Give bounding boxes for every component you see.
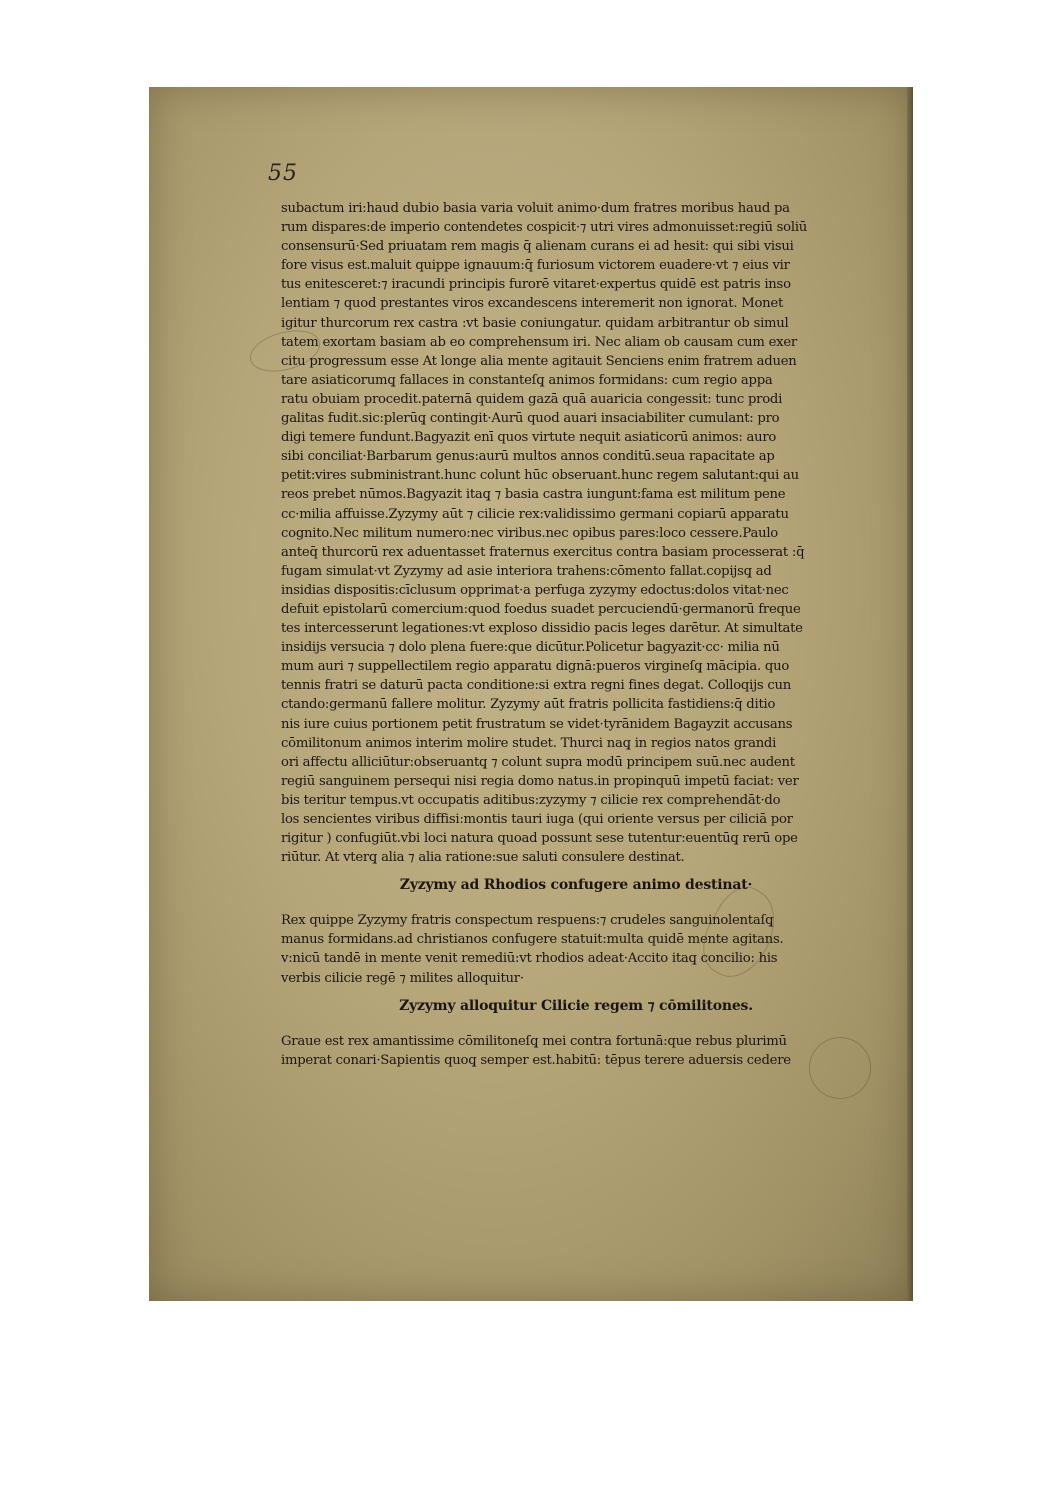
text-line: sibi conciliat·Barbarum genus:aurū multos annos conditū.seua rapacitate ap (281, 449, 775, 465)
text-line: cc·milia affuisse.Zyzymy aūt ⁊ cilicie rex:validissimo germani copiarū apparatu (281, 506, 789, 522)
text-line: insidijs versucia ⁊ dolo plena fuere:que dicūtur.Policetur bagyazit·cc· milia nū (281, 640, 780, 656)
text-line: petit:vires subministrant.hunc colunt hūc obseruant.hunc regem salutant:qui au (281, 468, 799, 484)
text-block (281, 199, 871, 1070)
text-line: tatem exortam basiam ab eo comprehensum iri. Nec aliam ob causam cum exer (281, 334, 797, 350)
text-line: defuit epistolarū comercium:quod foedus suadet percuciendū·germanorū freque (281, 601, 801, 617)
text-line: consensurū·Sed priuatam rem magis q̄ alienam curans ei ad hesit: qui sibi visui (281, 239, 794, 255)
paragraph-1 (281, 199, 871, 867)
text-line: fugam simulat·vt Zyzymy ad asie interiora trahens:cōmento fallat.copijsq̧ ad (281, 563, 772, 579)
text-line: rum dispares:de imperio contendetes cospicit·⁊ utri vires admonuisset:regiū soliū (281, 220, 808, 236)
text-line: galitas fudit.sic:plerūq̧ contingit·Aurū quod auari insaciabiliter cumulant: pro (281, 411, 780, 427)
manuscript-page (149, 87, 913, 1301)
text-line: fore visus est.maluit quippe ignauum:q̄ furiosum victorem euadere·vt ⁊ eius vir (281, 258, 790, 274)
text-line: ratu obuiam procedit.paternā quidem gazā quā auaricia congessit: tunc prodi (281, 391, 783, 407)
text-line: Rex quippe Zyzymy fratris conspectum respuens:⁊ crudeles sanguinolentaſq̧ (281, 913, 774, 929)
text-line: regiū sanguinem persequi nisi regia domo natus.in propinquū impetū faciat: ver (281, 773, 799, 789)
text-line: v:nicū tandē in mente venit remediū:vt rhodios adeat·Accito itaq̧ concilio: his (281, 951, 778, 967)
text-line: manus formidans.ad christianos confugere statuit:multa quidē mente agitans. (281, 932, 784, 948)
text-line: ori affectu alliciūtur:obseruantq̧ ⁊ colunt supra modū principem suū.nec audent (281, 754, 795, 770)
text-line: cognito.Nec militum numero:nec viribus.nec opibus pares:loco cessere.Paulo (281, 525, 778, 541)
text-line: rigitur ) confugiūt.vbi loci natura quoad possunt sese tutentur:euentūq̧ rerū ope (281, 831, 798, 847)
text-line: citu progressum esse At longe alia mente agitauit Senciens enim fratrem aduen (281, 353, 797, 369)
text-line: insidias dispositis:cīclusum opprimat·a perfuga zyzymy edoctus:dolos vitat·nec (281, 582, 789, 598)
text-line: digi temere fundunt.Bagyazit enī quos virtute nequit asiaticorū animos: auro (281, 430, 777, 446)
text-line: verbis cilicie regē ⁊ milites alloquitur· (281, 970, 524, 986)
text-line: cōmilitonum animos interim molire studet. Thurci naq̧ in regios natos grandi (281, 735, 777, 751)
text-line: mum auri ⁊ suppellectilem regio apparatu dignā:pueros virgineſq̧ mācipia. quo (281, 659, 790, 675)
folio-number: 55 (268, 161, 298, 186)
text-line: anteq̄ thurcorū rex aduentasset fraternus exercitus contra basiam processerat :q̄ (281, 544, 805, 560)
text-line: los sencientes viribus diffisi:montis tauri iuga (qui oriente versus per ciliciā por (281, 812, 793, 827)
text-line: nis iure cuius portionem petit frustratum se videt·tyrānidem Bagayzit accusans (281, 716, 793, 732)
text-line: tes intercesserunt legationes:vt explosо dissidio pacis leges darētur. At simultate (281, 621, 803, 637)
text-line: subactum iri:haud dubio basia varia voluit animo·dum fratres moribus haud pa (281, 201, 790, 216)
page-edge (907, 87, 913, 1301)
text-line: reos prebet nūmos.Bagyazit itaq̧ ⁊ basia castra iungunt:fama est militum pene (281, 487, 786, 503)
paragraph-3 (281, 1032, 871, 1070)
text-line: imperat conari·Sapientis quoq̧ semper est.habitū: tēpus terere aduersis cedere (281, 1052, 791, 1068)
text-line: lentiam ⁊ quod prestantes viros excandescens interemerit non ignorat. Monet (281, 296, 783, 312)
text-line: igitur thurcorum rex castra :vt basie coniungatur. quidam arbitrantur ob simul (281, 315, 789, 331)
text-line: riūtur. At vterq̧ alia ⁊ alia ratione:sue saluti consulere destinat. (281, 850, 685, 866)
section-heading-1: Zyzymy ad Rhodios confugere animo destinat· (399, 877, 753, 894)
text-line: tus enitesceret:⁊ iracundi principis furorē vitaret·expertus quidē est patris inso (281, 277, 791, 293)
text-line: Graue est rex amantissime cōmilitoneſq̧ mei contra fortunā:que rebus plurimū (281, 1033, 787, 1049)
text-line: ctando:germanū fallere molitur. Zyzymy aūt fratris pollicita fastidiens:q̄ ditio (281, 697, 776, 713)
text-line: tennis fratri se daturū pacta conditione:si extra regni fines degat. Colloqijs cun (281, 678, 792, 694)
section-heading-2: Zyzymy alloquitur Cilicie regem ⁊ cōmilitones. (399, 997, 753, 1014)
paragraph-2 (281, 911, 871, 987)
text-line: bis teritur tempus.vt occupatis aditibus:zyzymy ⁊ cilicie rex comprehendāt·do (281, 792, 781, 808)
text-line: tare asiaticorumq̧ fallaces in constanteſq̧ animos formidans: cum regio appa (281, 372, 773, 388)
